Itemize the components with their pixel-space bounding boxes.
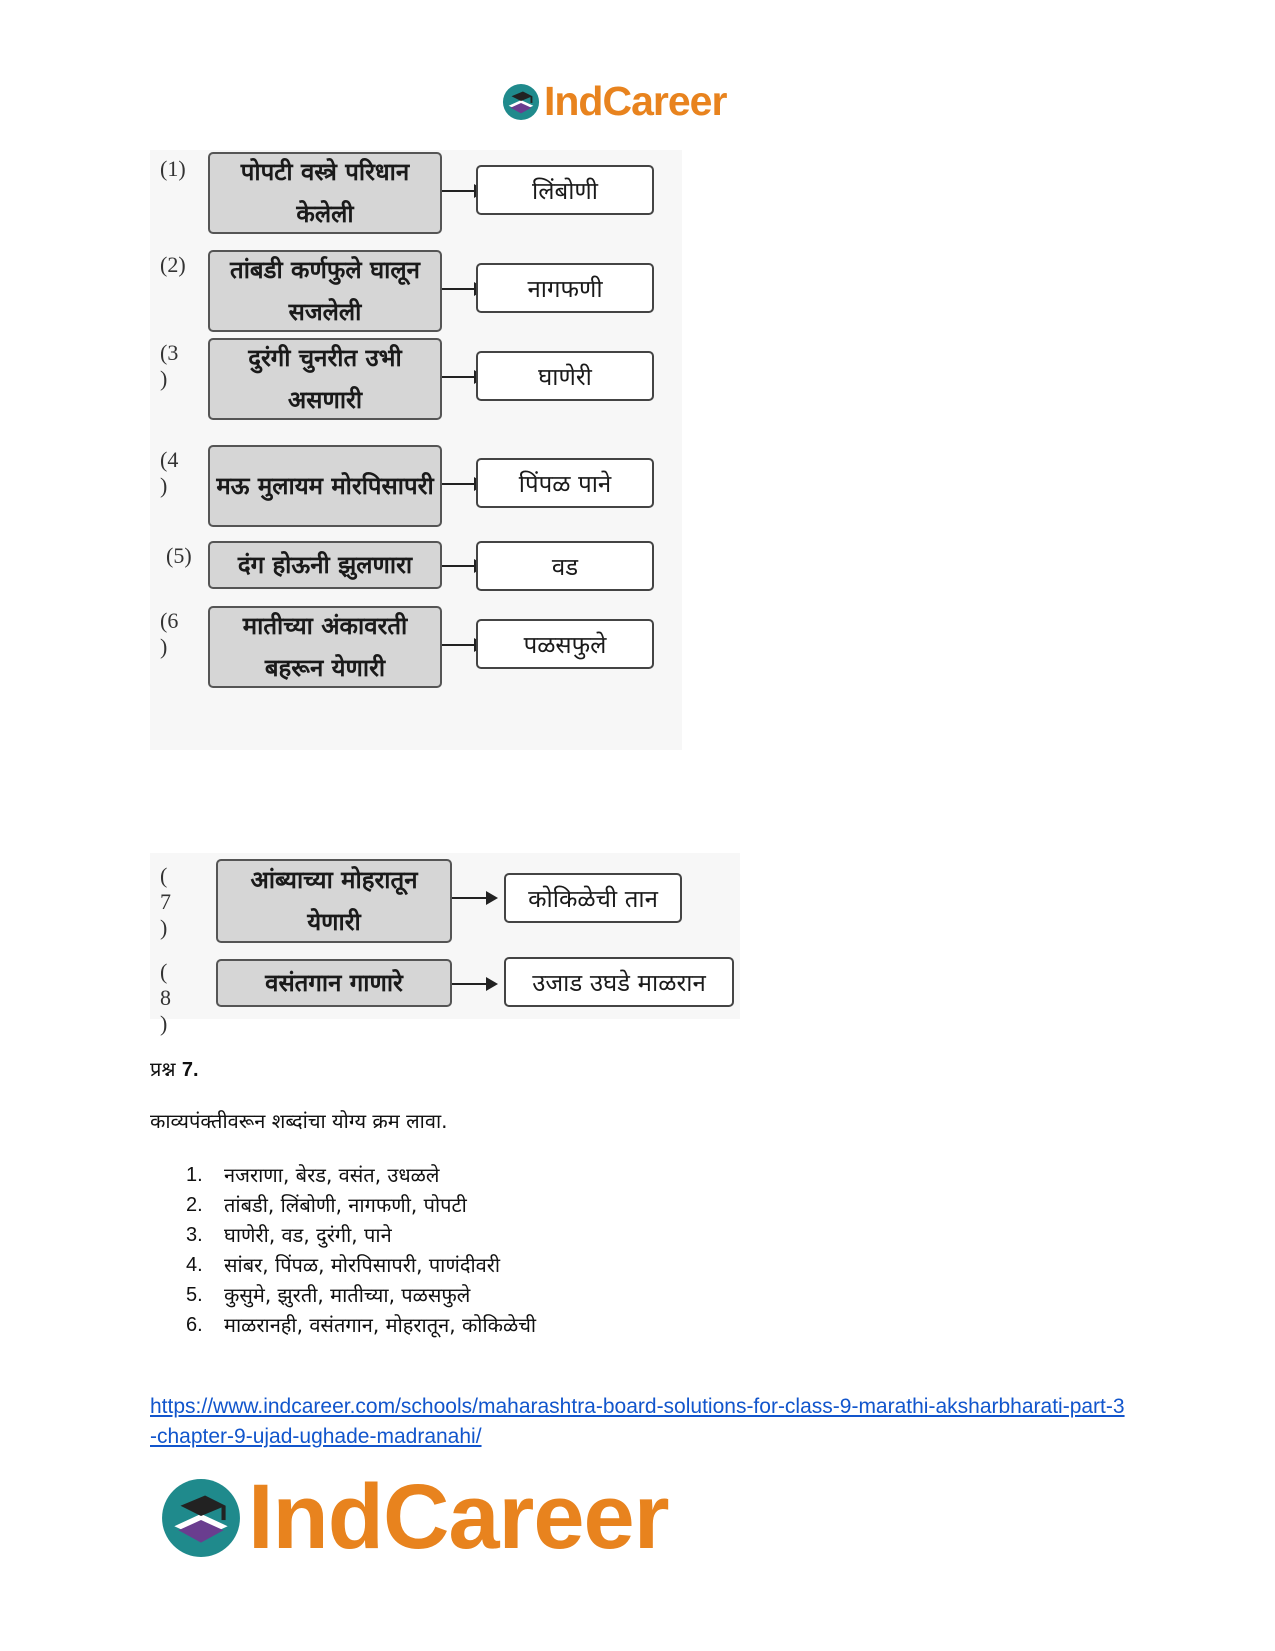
item-number: 6.: [186, 1314, 203, 1336]
answer-box: उजाड उघडे माळरान: [504, 957, 734, 1007]
item-text: घाणेरी, वड, दुरंगी, पाने: [224, 1223, 392, 1247]
question-title: [150, 1055, 199, 1082]
item-number: 4.: [186, 1254, 203, 1276]
item-number: 3.: [186, 1224, 203, 1246]
answer-box: पिंपळ पाने: [476, 458, 654, 508]
matching-diagram-top: [150, 150, 682, 750]
graduation-book-icon: [502, 83, 540, 121]
row-number: ( 8 ): [160, 959, 171, 1036]
description-box: पोपटी वस्त्रे परिधान केलेली: [208, 152, 442, 234]
item-text: सांबर, पिंपळ, मोरपिसापरी, पाणंदीवरी: [224, 1253, 501, 1277]
list-item: [186, 1220, 536, 1250]
matching-diagram-bottom: [150, 853, 740, 1036]
answer-box: घाणेरी: [476, 351, 654, 401]
indcareer-logo-top: [502, 78, 726, 125]
item-number: 2.: [186, 1194, 203, 1216]
item-text: माळरानही, वसंतगान, मोहरातून, कोकिळेची: [224, 1313, 537, 1337]
description-box: वसंतगान गाणारे: [216, 959, 452, 1007]
answer-box: लिंबोणी: [476, 165, 654, 215]
item-number: 5.: [186, 1284, 203, 1306]
answer-box: वड: [476, 541, 654, 591]
item-text: नजराणा, बेरड, वसंत, उधळले: [224, 1163, 440, 1187]
list-item: [186, 1310, 536, 1340]
row-number: (2): [160, 252, 186, 277]
description-box: मऊ मुलायम मोरपिसापरी: [208, 445, 442, 527]
description-box: दुरंगी चुनरीत उभी असणारी: [208, 338, 442, 420]
description-box: मातीच्या अंकावरती बहरून येणारी: [208, 606, 442, 688]
row-number: (4 ): [160, 447, 179, 498]
row-number: (6 ): [160, 608, 179, 659]
answer-box: कोकिळेची तान: [504, 873, 682, 923]
logo-wordmark: IndCareer: [248, 1466, 669, 1568]
answer-box: पळसफुले: [476, 619, 654, 669]
item-text: कुसुमे, झुरती, मातीच्या, पळसफुले: [224, 1283, 471, 1307]
list-item: [186, 1280, 536, 1310]
indcareer-logo-bottom: [160, 1465, 669, 1570]
item-text: तांबडी, लिंबोणी, नागफणी, पोपटी: [224, 1193, 467, 1217]
source-link[interactable]: https://www.indcareer.com/schools/maharashtra-board-solutions-for-class-9-marathi-aksharbharati-part-3-chapter-9-ujad-ughade-madranahi/: [150, 1395, 1125, 1448]
list-item: [186, 1160, 536, 1190]
row-number: (1): [160, 156, 186, 181]
row-number: ( 7 ): [160, 863, 171, 940]
arrow-right-icon: [452, 983, 496, 985]
question-instruction: काव्यपंक्तीवरून शब्दांचा योग्य क्रम लावा.: [150, 1109, 448, 1133]
logo-wordmark: IndCareer: [544, 78, 727, 124]
graduation-book-icon: [160, 1477, 242, 1559]
answer-list: [186, 1160, 536, 1340]
row-number: (3 ): [160, 340, 179, 391]
item-number: 1.: [186, 1164, 203, 1186]
list-item: [186, 1250, 536, 1280]
description-box: तांबडी कर्णफुले घालून सजलेली: [208, 250, 442, 332]
row-number: (5): [166, 543, 192, 568]
question-number: 7.: [181, 1059, 199, 1081]
description-box: दंग होऊनी झुलणारा: [208, 541, 442, 589]
arrow-right-icon: [452, 897, 496, 899]
question-prefix: प्रश्न: [150, 1057, 176, 1081]
description-box: आंब्याच्या मोहरातून येणारी: [216, 859, 452, 943]
answer-box: नागफणी: [476, 263, 654, 313]
list-item: [186, 1190, 536, 1220]
